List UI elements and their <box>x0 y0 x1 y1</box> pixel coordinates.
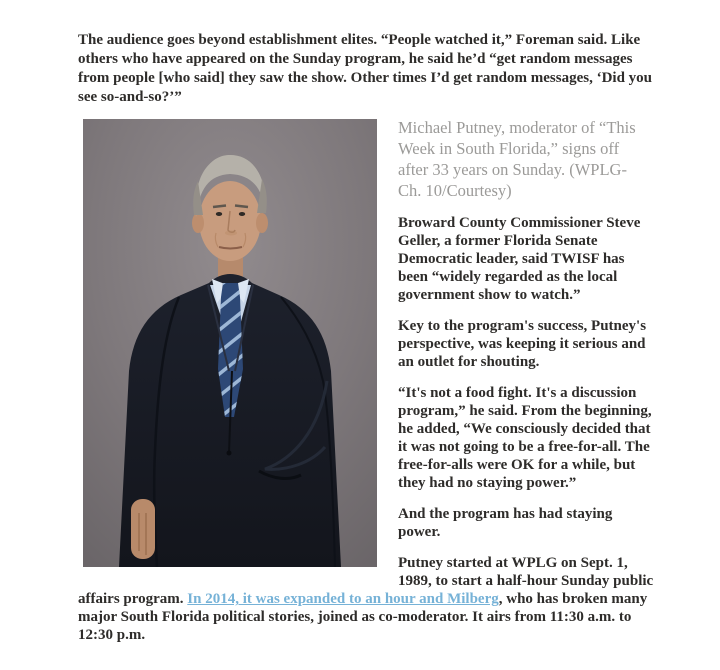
portrait-photo-illustration <box>83 119 377 567</box>
paragraph-final <box>78 554 658 644</box>
expanded-to-an-hour-link[interactable]: In 2014, it was expanded to an hour and Milberg <box>187 591 499 607</box>
final-paragraph-text-before-link: Putney started at WPLG on Sept. 1, 1989, to start a half-hour Sunday public affairs program. <box>78 555 654 607</box>
paragraph-geller-quote: Broward County Commissioner Steve Geller, a former Florida Senate Democratic leader, said TWISF has been “widely regarded as the local government show to watch.” <box>398 215 641 303</box>
photo-caption: Michael Putney, moderator of “This Week in South Florida,” signs off after 33 years on Sunday. (WPLG-Ch. 10/Courtesy) <box>398 118 636 200</box>
final-paragraph-text-after-link: , who has broken many major South Florida political stories, joined as co-moderator. It airs from 11:30 a.m. to 12:30 p.m. <box>78 591 648 643</box>
portrait-photo <box>83 119 377 567</box>
paragraph-staying-power: And the program has had staying power. <box>398 506 613 540</box>
news-article <box>78 31 658 657</box>
paragraph-program-success: Key to the program's success, Putney's perspective, was keeping it serious and an outlet for shouting. <box>398 318 647 370</box>
paragraph-food-fight-quote: “It's not a food fight. It's a discussion program,” he said. From the beginning, he added, “We consciously decided that it was not going to be a free-for-all. The free-for-alls were OK for a while, but they had no staying power.” <box>398 385 652 491</box>
intro-paragraph: The audience goes beyond establishment elites. “People watched it,” Foreman said. Like others who have appeared on the Sunday program, he said he’d “get random messages from people [who said] they saw the show. Other times I’d get random messages, ‘Did you see so-and-so?’” <box>78 32 653 105</box>
